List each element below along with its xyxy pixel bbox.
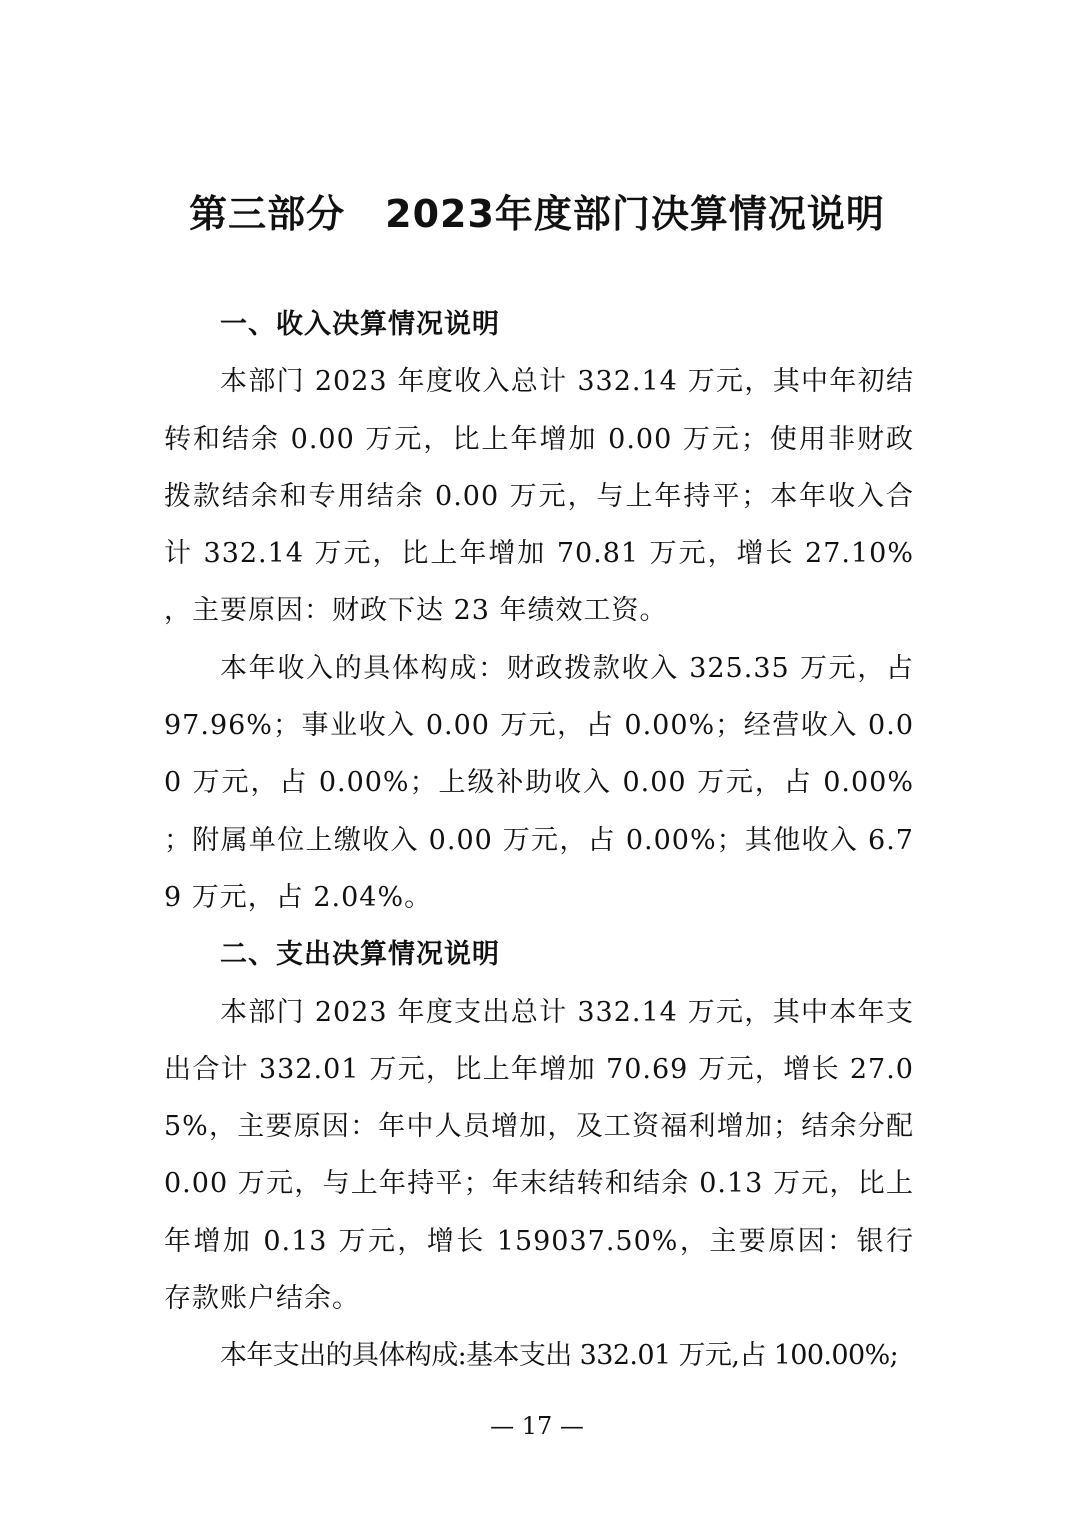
- document-body: [164, 296, 914, 1385]
- title-part: 第三部分: [189, 192, 346, 236]
- expenditure-composition-paragraph: 本年支出的具体构成:基本支出 332.01 万元,占 100.00%;: [220, 1340, 899, 1372]
- section-heading-income: 一、收入决算情况说明: [220, 309, 500, 340]
- expenditure-total-paragraph: 本部门 2023 年度支出总计 332.14 万元，其中本年支出合计 332.01 万元，比上年增加 70.69 万元，增长 27.05%，主要原因：年中人员增加，及工资福利增加；结余分配 0.00 万元，与上年持平；年末结转和结余 0.13 万元，比上年增加 0.13 万元，增长 159037.50%，主要原因：银行存款账户结余。: [164, 996, 914, 1315]
- section-heading-expenditure: 二、支出决算情况说明: [220, 939, 500, 971]
- page-title: [0, 186, 1074, 242]
- title-main: 2023年度部门决算情况说明: [385, 192, 885, 236]
- income-total-paragraph: 本部门 2023 年度收入总计 332.14 万元，其中年初结转和结余 0.00 万元，比上年增加 0.00 万元；使用非财政拨款结余和专用结余 0.00 万元，与上年持平；本年收入合计 332.14 万元，比上年增加 70.81 万元，增长 27.10%，主要原因：财政下达 23 年绩效工资。: [164, 366, 914, 627]
- income-composition-paragraph: 本年收入的具体构成：财政拨款收入 325.35 万元，占 97.96%；事业收入 0.00 万元，占 0.00%；经营收入 0.00 万元，占 0.00%；上级补助收入 0.00 万元，占 0.00%；附属单位上缴收入 0.00 万元，占 0.00%；其他收入 6.79 万元，占 2.04%。: [164, 652, 914, 913]
- section-income: [164, 296, 914, 926]
- section-expenditure: [164, 926, 914, 1384]
- page-number: — 17 —: [490, 1412, 584, 1440]
